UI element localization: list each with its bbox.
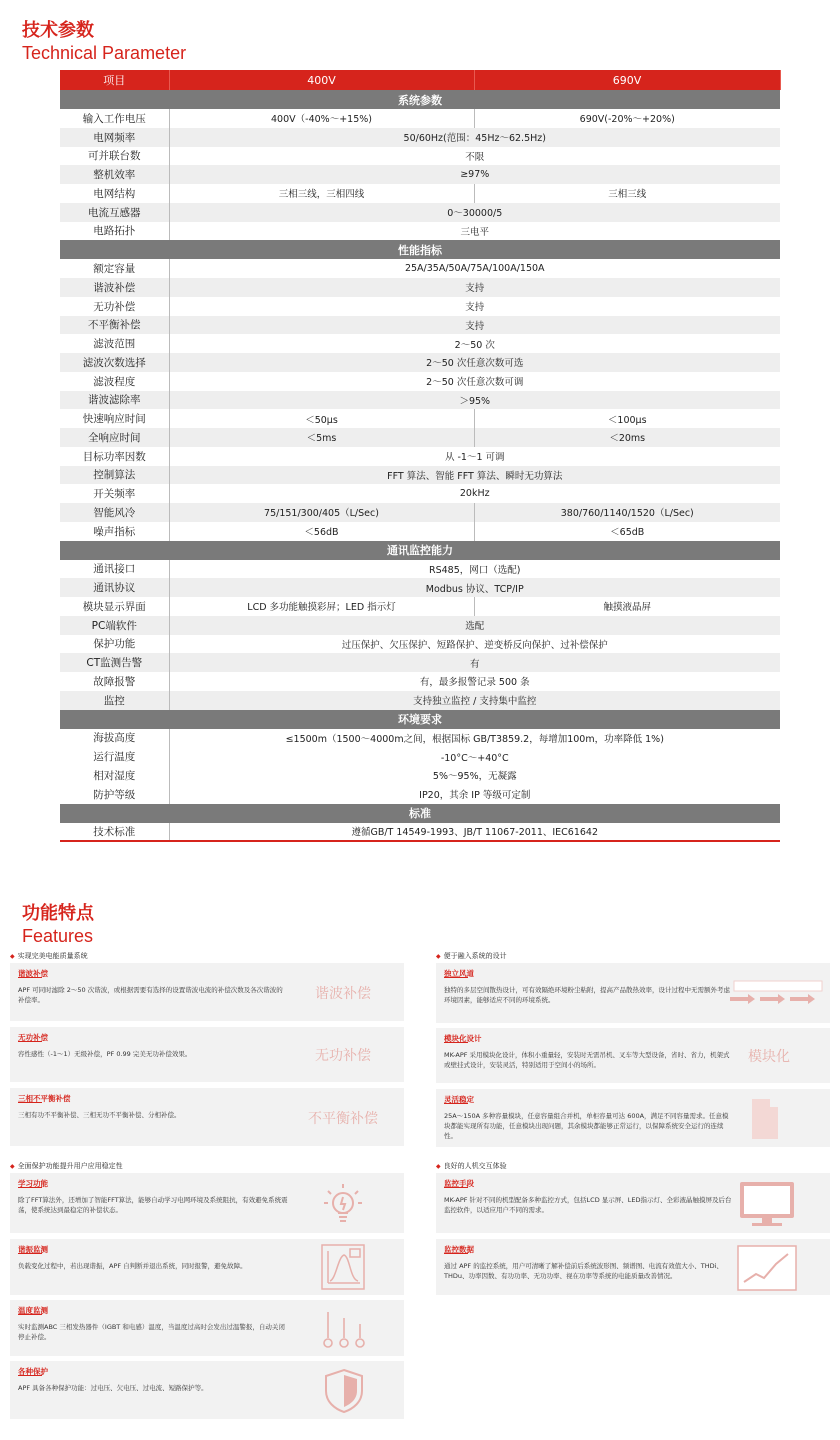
group-title: 性能指标 <box>60 240 780 259</box>
table-row <box>60 109 780 128</box>
panel-title: 谐波补偿 <box>18 969 48 978</box>
title-underline <box>18 1041 42 1042</box>
panel-body: 三相有功不平衡补偿、三相无功不平衡补偿、分相补偿。 <box>18 1111 181 1119</box>
row-label: 谐波补偿 <box>60 278 169 297</box>
row-label: 电流互感器 <box>60 203 169 222</box>
panel-title: 监控数据 <box>444 1245 474 1254</box>
row-label: 监控 <box>60 691 169 710</box>
panel-reactive <box>10 1027 404 1082</box>
row-label: 电路拓扑 <box>60 222 169 241</box>
table-row <box>60 785 780 804</box>
table-row <box>60 691 780 710</box>
table-row <box>60 672 780 691</box>
row-value-690v: 380/760/1140/1520（L/Sec) <box>474 503 780 522</box>
table-row <box>60 635 780 654</box>
table-row <box>60 578 780 597</box>
row-label: 故障报警 <box>60 672 169 691</box>
lightbulb-icon <box>318 1179 368 1229</box>
watermark-text: 无功补偿 <box>315 1048 371 1064</box>
row-label: 滤波次数选择 <box>60 353 169 372</box>
row-value: 选配 <box>169 616 780 635</box>
watermark-text: 谐波补偿 <box>315 986 371 1002</box>
panel-body: APF 可同时滤除 2～50 次谐波，或根据需要有选择的设置谐波电流的补偿次数及各次谐波的补偿率。 <box>18 986 283 1004</box>
panel-title: 独立风道 <box>444 969 474 978</box>
panel-temperature <box>10 1300 404 1356</box>
row-value: ≥97% <box>169 165 780 184</box>
title-underline <box>18 1375 42 1376</box>
title-underline <box>18 1253 42 1254</box>
row-value: 从 -1～1 可调 <box>169 447 780 466</box>
airflow-icon <box>728 979 828 1009</box>
table-row <box>60 297 780 316</box>
title-underline <box>18 1314 42 1315</box>
row-value: 2～50 次任意次数可选 <box>169 353 780 372</box>
panel-data <box>436 1239 830 1295</box>
row-label: 无功补偿 <box>60 297 169 316</box>
table-row <box>60 616 780 635</box>
left-subheading-1-text: 实现完美电能质量系统 <box>17 952 88 960</box>
features-title-en: Features <box>22 926 94 946</box>
table-row <box>60 597 780 616</box>
row-label: 快速响应时间 <box>60 409 169 428</box>
left-subheading-2-text: 全面保护功能提升用户应用稳定性 <box>17 1162 123 1170</box>
table-group-row <box>60 541 780 560</box>
row-value-400v: ＜5ms <box>169 428 474 447</box>
table-row <box>60 222 780 241</box>
row-label: 滤波范围 <box>60 334 169 353</box>
panel-body: MK-APF 针对不同的机型配备多种监控方式，包括LCD 显示屏、LED指示灯、全彩液晶触摸屏及后台监控软件，以适应用户不同的需求。 <box>444 1196 732 1214</box>
group-title: 系统参数 <box>60 90 780 109</box>
panel-protection <box>10 1361 404 1419</box>
table-row <box>60 766 780 785</box>
row-value: 5%～95%，无凝露 <box>432 771 517 783</box>
section-title-en: Technical Parameter <box>22 43 187 63</box>
row-value-690v: ＜65dB <box>474 522 780 541</box>
table-row <box>60 353 780 372</box>
row-value: 50/60Hz(范围：45Hz～62.5Hz) <box>169 128 780 147</box>
table-row <box>60 165 780 184</box>
row-value: -10°C～+40°C <box>169 747 780 766</box>
row-value: IP20，其余 IP 等级可定制 <box>169 785 780 804</box>
right-subheading-2: ◆ 良好的人机交互体验 <box>436 1162 507 1170</box>
row-value: 支持独立监控 / 支持集中监控 <box>169 691 780 710</box>
row-label: 整机效率 <box>60 165 169 184</box>
watermark-text: 模块化 <box>748 1049 790 1065</box>
panel-title: 监控手段 <box>444 1179 474 1188</box>
panel-title: 灵活稳定 <box>444 1095 474 1104</box>
row-label: 可并联台数 <box>60 147 169 166</box>
row-label: CT监测告警 <box>60 653 169 672</box>
table-header-cell: 400V <box>169 70 474 90</box>
monitor-icon <box>736 1179 798 1229</box>
thermometer-icon <box>320 1306 368 1352</box>
technical-parameter-table <box>60 70 781 842</box>
table-header-cell: 690V <box>474 70 780 90</box>
table-row <box>60 522 780 541</box>
panel-harmonic <box>10 963 404 1021</box>
row-value: 过压保护、欠压保护、短路保护、逆变桥反向保护、过补偿保护 <box>169 635 780 654</box>
left-subheading-2: ◆ 全面保护功能提升用户应用稳定性 <box>10 1162 123 1170</box>
row-value-400v: 400V（-40%～+15%) <box>169 109 474 128</box>
row-label: 额定容量 <box>60 259 169 278</box>
table-row <box>60 334 780 353</box>
row-value: 支持 <box>169 278 780 297</box>
table-row <box>60 428 780 447</box>
panel-title: 谐振监测 <box>18 1245 48 1254</box>
row-value: 遵循GB/T 14549-1993、JB/T 11067-2011、IEC61642 <box>169 823 780 842</box>
row-label: 目标功率因数 <box>60 447 169 466</box>
panel-airduct <box>436 963 830 1023</box>
row-label: 控制算法 <box>60 466 169 485</box>
row-value: 20kHz <box>169 484 780 503</box>
table-row <box>60 391 780 410</box>
row-label: PC端软件 <box>60 616 169 635</box>
row-label: 通讯协议 <box>60 578 169 597</box>
right-subheading-2-text: 良好的人机交互体验 <box>443 1162 507 1170</box>
section-title-cn: 技术参数 <box>22 20 94 41</box>
row-value-690v: ＜20ms <box>474 428 780 447</box>
right-subheading-1-text: 便于融入系统的设计 <box>443 952 507 960</box>
panel-unbalance <box>10 1088 404 1146</box>
panel-monitor <box>436 1173 830 1233</box>
panel-body: 容性感性（-1～1）无级补偿，PF 0.99 完美无功补偿效果。 <box>18 1050 192 1058</box>
watermark-text: 不平衡补偿 <box>308 1111 378 1127</box>
row-value: 不限 <box>169 147 780 166</box>
row-value-400v: ＜50μs <box>169 409 474 428</box>
panel-title: 温度监测 <box>18 1306 48 1315</box>
row-value: ≤1500m（1500～4000m之间，根据国标 GB/T3859.2，每增加100m，功率降低 1%) <box>285 733 664 745</box>
panel-title: 三相不平衡补偿 <box>18 1094 71 1103</box>
panel-body: 通过 APF 的监控系统，用户可清晰了解补偿前后系统波形图、频谱图、电流有效值大小、THDi、THDu、功率因数、有功功率、无功功率、视在功率等系统的电能质量改善情况。 <box>444 1262 723 1280</box>
row-label: 相对湿度 <box>60 766 169 785</box>
panel-body: 负载变化过程中，若出现谐振，APF 自判断并退出系统，同时报警，避免故障。 <box>18 1262 247 1270</box>
row-value: 有，最多报警记录 500 条 <box>169 672 780 691</box>
table-row <box>60 747 780 766</box>
panel-body: 25A～150A 多种容量模块，任意容量组合并机，单柜容量可达 600A，满足不同容量需求。任意模块都能实现所有功能，任意模块出现问题，其余模块都能够正常运行，以保障系统安全运行的连续性。 <box>444 1112 729 1140</box>
panel-body: MK-APF 采用模块化设计，体积小重量轻，安装时无需吊机、叉车等大型设备，省时、省力，机架式或壁挂式设计，安装灵活，特别适用于空间小的场所。 <box>444 1051 730 1069</box>
row-label: 电网结构 <box>60 184 169 203</box>
row-value-690v: 690V(-20%～+20%) <box>474 109 780 128</box>
panel-title: 学习功能 <box>18 1179 48 1188</box>
row-value: ＞95% <box>169 391 780 410</box>
row-label: 电网频率 <box>60 128 169 147</box>
title-underline <box>444 1253 468 1254</box>
table-group-row <box>60 240 780 259</box>
panel-body: 独特的多层空间散热设计，可有效隔绝环境粉尘粘附，提高产品散热效率，设计过程中无需额外考虑环境因素，能够适应不同的环境系统。 <box>444 986 730 1004</box>
row-label: 海拔高度 <box>60 729 169 748</box>
title-underline <box>18 1102 42 1103</box>
shield-icon <box>322 1367 366 1415</box>
panel-title: 模块化设计 <box>444 1034 482 1043</box>
row-label: 不平衡补偿 <box>60 316 169 335</box>
title-underline <box>444 977 468 978</box>
row-label: 全响应时间 <box>60 428 169 447</box>
table-row <box>60 560 780 579</box>
panel-body: 实时监测ABC 三相发热器件（IGBT 和电感）温度，当温度过高时会发出过温警报，自动关闭停止补偿。 <box>18 1323 285 1341</box>
table-row <box>60 466 780 485</box>
row-value: 三电平 <box>169 222 780 241</box>
row-value: FFT 算法、智能 FFT 算法、瞬时无功算法 <box>169 466 780 485</box>
panel-learning <box>10 1173 404 1233</box>
panel-title: 各种保护 <box>18 1367 48 1376</box>
row-value: 支持 <box>169 297 780 316</box>
row-label: 谐波滤除率 <box>60 391 169 410</box>
panel-body: 除了FFT算法外，还增加了智能FFT算法，能够自动学习电网环境及系统阻抗，有效避免系统震荡，使系统达到最稳定的补偿状态。 <box>18 1196 288 1214</box>
table-row <box>60 503 780 522</box>
row-label: 噪声指标 <box>60 522 169 541</box>
row-value: 有 <box>169 653 780 672</box>
features-title-cn: 功能特点 <box>22 903 94 924</box>
row-label: 智能风冷 <box>60 503 169 522</box>
row-label: 滤波程度 <box>60 372 169 391</box>
row-value-400v: ＜56dB <box>169 522 474 541</box>
panel-modular <box>436 1028 830 1083</box>
row-value: RS485，网口（选配) <box>169 560 780 579</box>
group-title: 环境要求 <box>60 710 780 729</box>
title-underline <box>18 1187 42 1188</box>
row-value: 25A/35A/50A/75A/100A/150A <box>169 259 780 278</box>
row-label: 通讯接口 <box>60 560 169 579</box>
title-underline <box>444 1103 468 1104</box>
table-row <box>60 128 780 147</box>
table-row <box>60 447 780 466</box>
row-value-400v: 三相三线，三相四线 <box>169 184 474 203</box>
row-value-690v: 触摸液晶屏 <box>474 597 780 616</box>
table-row <box>60 316 780 335</box>
panel-flexible <box>436 1089 830 1147</box>
module-stack-icon <box>748 1097 788 1141</box>
table-row <box>60 259 780 278</box>
row-value: 2～50 次 <box>169 334 780 353</box>
row-label: 技术标准 <box>60 823 169 842</box>
table-row <box>60 653 780 672</box>
row-label: 保护功能 <box>60 635 169 654</box>
title-underline <box>444 1042 468 1043</box>
table-row <box>60 278 780 297</box>
table-group-row <box>60 710 780 729</box>
panel-title: 无功补偿 <box>18 1033 48 1042</box>
right-subheading-1: ◆ 便于融入系统的设计 <box>436 952 507 960</box>
table-row <box>60 409 780 428</box>
left-subheading-1: ◆ 实现完美电能质量系统 <box>10 952 88 960</box>
table-header-cell: 项目 <box>60 70 169 90</box>
table-row <box>60 203 780 222</box>
group-title: 通讯监控能力 <box>60 541 780 560</box>
panel-body: APF 具备各种保护功能：过电压、欠电压、过电流、短路保护等。 <box>18 1384 208 1392</box>
line-chart-icon <box>736 1244 798 1292</box>
group-title: 标准 <box>60 804 780 823</box>
row-label: 防护等级 <box>60 785 169 804</box>
row-label: 运行温度 <box>60 747 169 766</box>
row-value-690v: ＜100μs <box>474 409 780 428</box>
row-value: 0～30000/5 <box>169 203 780 222</box>
table-group-row <box>60 90 780 109</box>
waveform-chart-icon <box>320 1243 366 1291</box>
row-value: 2～50 次任意次数可调 <box>169 372 780 391</box>
table-row <box>60 729 780 748</box>
table-row <box>60 484 780 503</box>
panel-resonance <box>10 1239 404 1295</box>
row-value-690v: 三相三线 <box>474 184 780 203</box>
title-underline <box>18 977 42 978</box>
row-label: 输入工作电压 <box>60 109 169 128</box>
row-label: 模块显示界面 <box>60 597 169 616</box>
table-row <box>60 147 780 166</box>
table-row <box>60 823 780 842</box>
table-row <box>60 372 780 391</box>
table-header-row <box>60 70 780 90</box>
row-value-400v: 75/151/300/405（L/Sec) <box>169 503 474 522</box>
row-value: 支持 <box>169 316 780 335</box>
title-underline <box>444 1187 468 1188</box>
table-group-row <box>60 804 780 823</box>
row-label: 开关频率 <box>60 484 169 503</box>
row-value-400v: LCD 多功能触摸彩屏；LED 指示灯 <box>169 597 474 616</box>
table-row <box>60 184 780 203</box>
row-value: Modbus 协议、TCP/IP <box>169 578 780 597</box>
